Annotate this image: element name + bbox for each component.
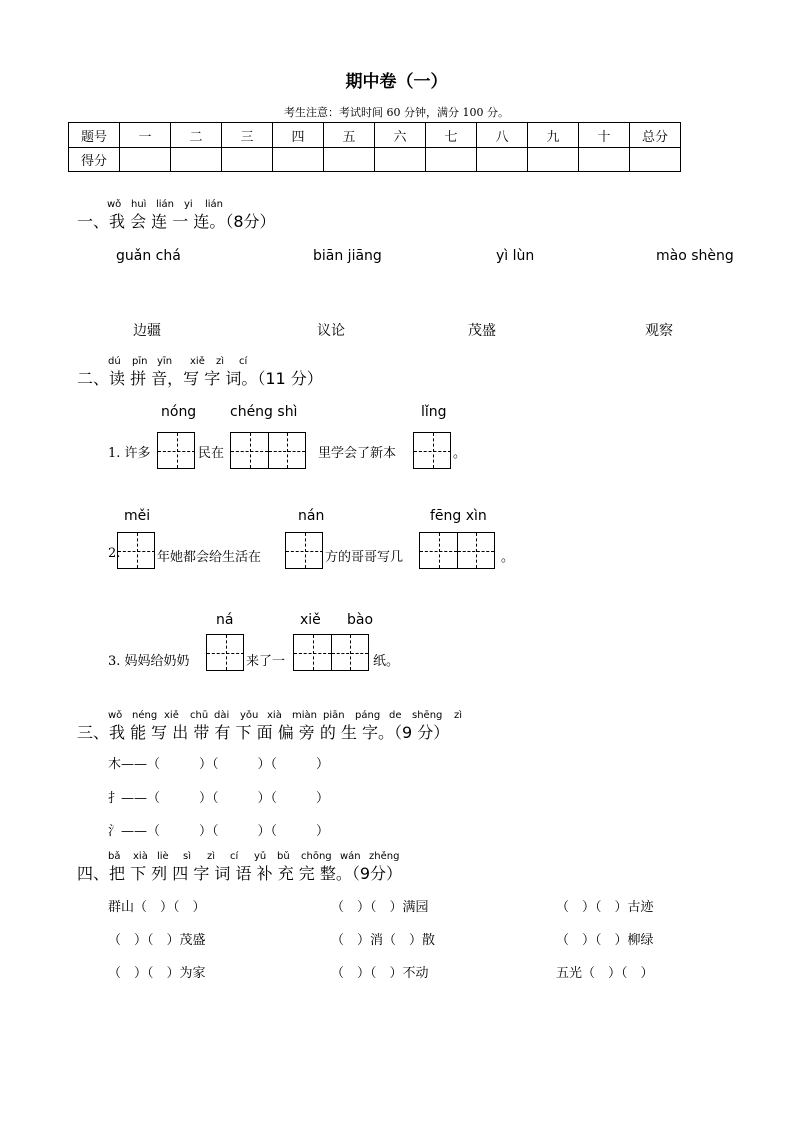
- s4-pinyin: bǔ: [277, 851, 290, 862]
- writing-box[interactable]: [413, 432, 451, 469]
- s3-pinyin: shēng: [412, 710, 443, 721]
- s3-pinyin: de: [389, 710, 402, 721]
- s1-pinyin-word: biān jiāng: [313, 248, 382, 264]
- s4-pinyin: liè: [157, 851, 169, 862]
- s3-pinyin: páng: [355, 710, 381, 721]
- q1-pinyin: lǐng: [421, 404, 447, 420]
- score-input-row: [69, 148, 681, 172]
- score-header-cell: 七: [426, 123, 477, 148]
- section-1-title: 一、我 会 连 一 连。（8分）: [77, 212, 276, 231]
- q2-pinyin: nán: [298, 508, 325, 524]
- s2-pinyin: zì: [216, 356, 225, 367]
- radical-row: 木——（ ）（ ）（ ）: [108, 757, 330, 772]
- score-input-cell[interactable]: [426, 148, 477, 172]
- exam-notice: 考生注意：考试时间 60 分钟，满分 100 分。: [284, 106, 509, 119]
- score-header-cell: 题号: [69, 123, 120, 148]
- idiom-item: （ ）（ ）柳绿: [556, 933, 654, 948]
- idiom-item: 五光（ ）（ ）: [556, 966, 654, 981]
- s1-pinyin-word: guǎn chá: [116, 248, 181, 264]
- writing-box[interactable]: [293, 634, 369, 671]
- score-input-cell[interactable]: [477, 148, 528, 172]
- s4-pinyin: xià: [133, 851, 148, 862]
- q1-text: 民在: [198, 446, 225, 461]
- s4-pinyin: cí: [230, 851, 239, 862]
- idiom-item: （ ）（ ）满园: [331, 900, 429, 915]
- s3-pinyin: néng: [132, 710, 158, 721]
- s4-pinyin: zì: [207, 851, 216, 862]
- s2-pinyin: xiě: [190, 356, 205, 367]
- q2-text: 2.: [108, 546, 121, 561]
- writing-box[interactable]: [206, 634, 244, 671]
- q2-text: 年她都会给生活在: [157, 550, 262, 565]
- idiom-item: 群山（ ）（ ）: [108, 900, 206, 915]
- score-header-cell: 五: [324, 123, 375, 148]
- s1-pinyin: wǒ: [107, 199, 122, 210]
- section-4-title: 四、把 下 列 四 字 词 语 补 充 完 整。（9分）: [77, 864, 403, 883]
- s3-pinyin: zì: [454, 710, 463, 721]
- s1-word: 议论: [317, 323, 345, 339]
- score-header-cell: 九: [528, 123, 579, 148]
- writing-box[interactable]: [419, 532, 495, 569]
- q3-text: 3. 妈妈给奶奶: [108, 654, 190, 669]
- score-input-cell[interactable]: [528, 148, 579, 172]
- score-input-cell[interactable]: [375, 148, 426, 172]
- q3-pinyin: xiě: [300, 612, 321, 628]
- s1-pinyin-word: mào shèng: [656, 248, 734, 264]
- score-row-label: 得分: [69, 148, 120, 172]
- score-input-cell[interactable]: [120, 148, 171, 172]
- s4-pinyin: chōng: [301, 851, 332, 862]
- s3-pinyin: yǒu: [240, 710, 259, 721]
- s4-pinyin: bǎ: [108, 851, 121, 862]
- score-header-cell: 一: [120, 123, 171, 148]
- s3-pinyin: xiě: [164, 710, 179, 721]
- writing-box[interactable]: [117, 532, 155, 569]
- s1-pinyin: yi: [184, 199, 193, 210]
- s1-word: 边疆: [133, 323, 161, 339]
- s3-pinyin: chū: [190, 710, 209, 721]
- s3-pinyin: wǒ: [108, 710, 123, 721]
- score-header-cell: 四: [273, 123, 324, 148]
- idiom-item: （ ）（ ）茂盛: [108, 933, 206, 948]
- score-header-row: [69, 123, 681, 148]
- radical-row: 扌——（ ）（ ）（ ）: [108, 791, 330, 806]
- score-input-cell[interactable]: [222, 148, 273, 172]
- score-input-cell[interactable]: [579, 148, 630, 172]
- s3-pinyin: piān: [323, 710, 345, 721]
- radical-row: 氵——（ ）（ ）（ ）: [108, 824, 330, 839]
- s2-pinyin: yīn: [157, 356, 173, 367]
- score-table: [68, 122, 681, 172]
- q1-pinyin: nóng: [161, 404, 197, 420]
- s4-pinyin: sì: [183, 851, 191, 862]
- score-input-cell[interactable]: [273, 148, 324, 172]
- score-header-cell: 十: [579, 123, 630, 148]
- s4-pinyin: wán: [340, 851, 361, 862]
- score-input-cell[interactable]: [324, 148, 375, 172]
- s2-pinyin: pīn: [132, 356, 148, 367]
- q1-text: 里学会了新本: [318, 446, 397, 461]
- score-header-cell: 三: [222, 123, 273, 148]
- section-3-title: 三、我 能 写 出 带 有 下 面 偏 旁 的 生 字。（9 分）: [77, 723, 450, 742]
- q3-text: 纸。: [373, 654, 400, 669]
- s1-pinyin: lián: [156, 199, 175, 210]
- score-header-cell: 二: [171, 123, 222, 148]
- idiom-item: （ ）（ ）古迹: [556, 900, 654, 915]
- s4-pinyin: zhěng: [369, 851, 400, 862]
- q2-text: 。: [501, 550, 515, 565]
- q1-text: 。: [453, 446, 467, 461]
- q1-pinyin: chéng shì: [230, 404, 298, 420]
- score-input-cell[interactable]: [171, 148, 222, 172]
- s1-word: 观察: [645, 323, 673, 339]
- s1-word: 茂盛: [468, 323, 496, 339]
- writing-box[interactable]: [285, 532, 323, 569]
- q3-pinyin: ná: [216, 612, 234, 628]
- q2-text: 方的哥哥写几: [325, 550, 404, 565]
- score-input-cell[interactable]: [630, 148, 681, 172]
- score-header-cell: 六: [375, 123, 426, 148]
- s4-pinyin: yǔ: [254, 851, 267, 862]
- q2-pinyin: fēng xìn: [430, 508, 487, 524]
- s3-pinyin: dài: [214, 710, 230, 721]
- s1-pinyin-word: yì lùn: [496, 248, 535, 264]
- s1-pinyin: lián: [205, 199, 224, 210]
- page-title: 期中卷（一）: [345, 72, 448, 92]
- idiom-item: （ ）消（ ）散: [331, 933, 436, 948]
- q2-pinyin: měi: [124, 508, 151, 524]
- s3-pinyin: miàn: [292, 710, 317, 721]
- s3-pinyin: xià: [267, 710, 282, 721]
- s1-pinyin: huì: [131, 199, 147, 210]
- score-header-cell: 八: [477, 123, 528, 148]
- s2-pinyin: dú: [108, 356, 121, 367]
- score-header-cell: 总分: [630, 123, 681, 148]
- q3-text: 来了一: [246, 654, 286, 669]
- writing-box[interactable]: [157, 432, 195, 469]
- section-2-title: 二、读 拼 音，写 字 词。（11 分）: [77, 369, 323, 388]
- q1-text: 1. 许多: [108, 446, 151, 461]
- q3-pinyin: bào: [347, 612, 374, 628]
- s2-pinyin: cí: [239, 356, 248, 367]
- writing-box[interactable]: [230, 432, 306, 469]
- idiom-item: （ ）（ ）为家: [108, 966, 206, 981]
- idiom-item: （ ）（ ）不动: [331, 966, 429, 981]
